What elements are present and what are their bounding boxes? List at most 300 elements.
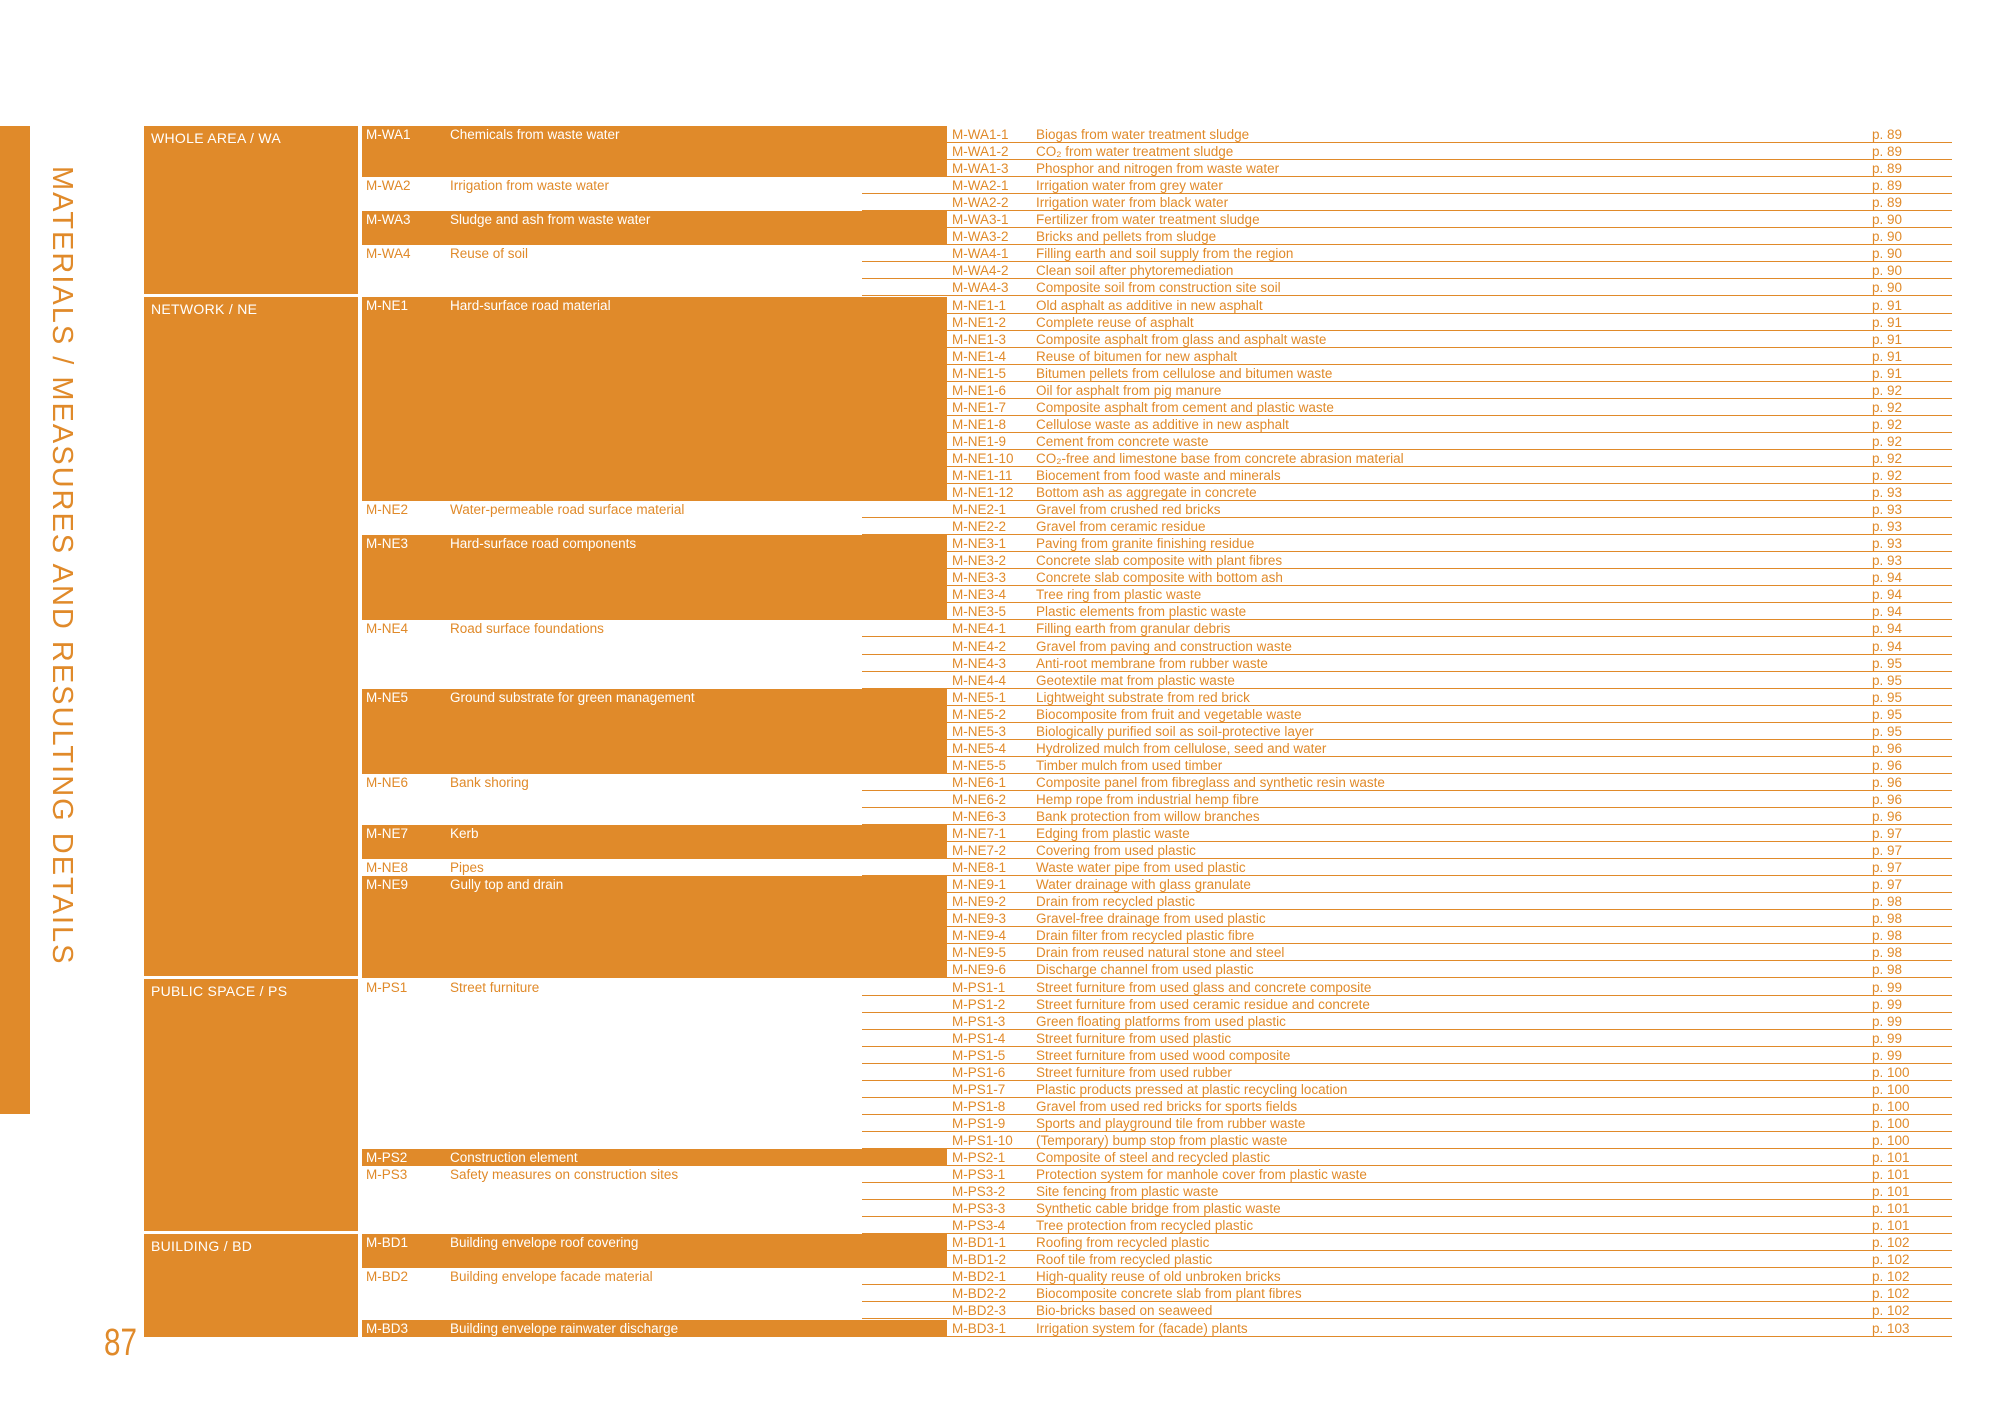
detail-page-ref: p. 100 — [1872, 1081, 1910, 1097]
detail-row — [862, 825, 1952, 842]
measure-group — [362, 177, 947, 211]
detail-title: Cement from concrete waste — [1036, 433, 1209, 449]
detail-title: Street furniture from used plastic — [1036, 1030, 1232, 1046]
detail-code: M-PS1-9 — [952, 1115, 1006, 1131]
detail-code: M-WA1-2 — [952, 144, 1009, 160]
detail-row — [862, 279, 1952, 296]
detail-page-ref: p. 94 — [1872, 638, 1903, 654]
detail-row — [862, 1132, 1952, 1149]
detail-page-ref: p. 98 — [1872, 911, 1903, 927]
detail-row — [862, 416, 1952, 433]
detail-title: Waste water pipe from used plastic — [1036, 860, 1246, 876]
measure-group — [362, 126, 947, 177]
detail-title: High-quality reuse of old unbroken bricks — [1036, 1269, 1281, 1285]
detail-code: M-NE3-2 — [952, 553, 1007, 569]
detail-row — [862, 297, 1952, 314]
detail-title: Composite asphalt from glass and asphalt waste — [1036, 331, 1327, 347]
side-accent-bar — [0, 126, 30, 1114]
detail-code: M-WA1-1 — [952, 127, 1009, 142]
detail-code: M-NE2-1 — [952, 502, 1007, 518]
detail-code: M-NE4-1 — [952, 621, 1007, 637]
detail-title: Gravel from used red bricks for sports fields — [1036, 1098, 1298, 1114]
detail-code: M-NE3-4 — [952, 587, 1007, 603]
detail-code: M-PS3-1 — [952, 1167, 1006, 1183]
detail-row — [862, 961, 1952, 978]
detail-code: M-BD3-1 — [952, 1320, 1007, 1336]
group-code: M-NE2 — [366, 502, 409, 518]
detail-row — [862, 1302, 1952, 1319]
detail-page-ref: p. 94 — [1872, 621, 1903, 637]
detail-page-ref: p. 92 — [1872, 399, 1903, 415]
detail-code: M-NE1-3 — [952, 331, 1007, 347]
detail-title: Synthetic cable bridge from plastic waste — [1036, 1201, 1281, 1217]
group-title: Building envelope facade material — [450, 1269, 653, 1285]
group-title: Pipes — [450, 860, 484, 876]
detail-title: Bottom ash as aggregate in concrete — [1036, 485, 1257, 501]
detail-row — [862, 228, 1952, 245]
group-code: M-WA1 — [366, 127, 411, 142]
detail-code: M-BD2-1 — [952, 1269, 1007, 1285]
detail-page-ref: p. 98 — [1872, 945, 1903, 961]
detail-title: Street furniture from used glass and concrete composite — [1036, 979, 1372, 995]
detail-row — [862, 382, 1952, 399]
detail-code: M-NE1-4 — [952, 348, 1007, 364]
detail-page-ref: p. 89 — [1872, 144, 1903, 160]
measure-group — [362, 825, 947, 859]
detail-row — [862, 979, 1952, 996]
detail-row — [862, 1251, 1952, 1268]
detail-title: Tree ring from plastic waste — [1036, 587, 1202, 603]
detail-page-ref: p. 100 — [1872, 1098, 1910, 1114]
detail-code: M-PS3-2 — [952, 1184, 1006, 1200]
detail-row — [862, 1081, 1952, 1098]
detail-title: Gravel from ceramic residue — [1036, 519, 1206, 535]
area-label: BUILDING / BD — [151, 1238, 253, 1255]
detail-title: Phosphor and nitrogen from waste water — [1036, 161, 1280, 177]
detail-row — [862, 1064, 1952, 1081]
detail-row — [862, 552, 1952, 569]
group-title: Building envelope roof covering — [450, 1235, 639, 1251]
detail-row — [862, 638, 1952, 655]
detail-code: M-WA2-2 — [952, 195, 1009, 211]
group-title: Safety measures on construction sites — [450, 1167, 679, 1183]
detail-row — [862, 893, 1952, 910]
detail-title: Filling earth from granular debris — [1036, 621, 1231, 637]
group-title: Irrigation from waste water — [450, 178, 610, 194]
measure-group — [362, 297, 947, 502]
detail-page-ref: p. 90 — [1872, 280, 1903, 296]
detail-title: Irrigation water from black water — [1036, 195, 1229, 211]
measure-group — [362, 979, 947, 1150]
detail-title: Clean soil after phytoremediation — [1036, 263, 1234, 279]
detail-page-ref: p. 96 — [1872, 757, 1903, 773]
detail-code: M-NE1-12 — [952, 485, 1014, 501]
detail-code: M-NE1-10 — [952, 450, 1014, 466]
detail-page-ref: p. 98 — [1872, 928, 1903, 944]
detail-title: Biocement from food waste and minerals — [1036, 468, 1281, 483]
detail-page-ref: p. 92 — [1872, 382, 1903, 398]
detail-page-ref: p. 101 — [1872, 1167, 1910, 1183]
detail-code: M-PS1-5 — [952, 1047, 1006, 1063]
detail-page-ref: p. 91 — [1872, 365, 1903, 381]
detail-page-ref: p. 93 — [1872, 536, 1903, 552]
row-divider — [862, 1336, 1952, 1337]
detail-page-ref: p. 100 — [1872, 1115, 1910, 1131]
detail-page-ref: p. 89 — [1872, 195, 1903, 211]
detail-title: Discharge channel from used plastic — [1036, 962, 1254, 978]
detail-page-ref: p. 97 — [1872, 843, 1903, 859]
detail-row — [862, 1217, 1952, 1234]
detail-row — [862, 569, 1952, 586]
detail-row — [862, 433, 1952, 450]
detail-page-ref: p. 90 — [1872, 229, 1903, 245]
measure-group — [362, 689, 947, 774]
detail-page-ref: p. 90 — [1872, 246, 1903, 262]
group-code: M-BD1 — [366, 1235, 409, 1251]
detail-row — [862, 1013, 1952, 1030]
detail-code: M-WA1-3 — [952, 161, 1009, 177]
detail-page-ref: p. 99 — [1872, 1030, 1903, 1046]
group-code: M-WA2 — [366, 178, 411, 194]
detail-page-ref: p. 94 — [1872, 604, 1903, 620]
detail-row — [862, 996, 1952, 1013]
group-title: Chemicals from waste water — [450, 127, 620, 142]
detail-row — [862, 365, 1952, 382]
detail-row — [862, 518, 1952, 535]
group-code: M-BD3 — [366, 1320, 409, 1336]
detail-code: M-NE1-9 — [952, 433, 1007, 449]
group-code: M-NE8 — [366, 860, 409, 876]
detail-page-ref: p. 92 — [1872, 433, 1903, 449]
detail-row — [862, 399, 1952, 416]
detail-page-ref: p. 94 — [1872, 587, 1903, 603]
detail-code: M-WA4-1 — [952, 246, 1009, 262]
group-code: M-NE4 — [366, 621, 409, 637]
group-code: M-NE5 — [366, 689, 409, 705]
detail-page-ref: p. 89 — [1872, 178, 1903, 194]
detail-page-ref: p. 101 — [1872, 1184, 1910, 1200]
group-code: M-WA3 — [366, 212, 411, 228]
area-block — [144, 979, 358, 1232]
detail-code: M-NE5-1 — [952, 689, 1007, 705]
detail-title: Bio-bricks based on seaweed — [1036, 1303, 1213, 1319]
detail-title: Hydrolized mulch from cellulose, seed and water — [1036, 740, 1327, 756]
detail-code: M-NE7-1 — [952, 826, 1007, 842]
detail-code: M-NE5-5 — [952, 757, 1007, 773]
detail-page-ref: p. 92 — [1872, 450, 1903, 466]
detail-page-ref: p. 96 — [1872, 774, 1903, 790]
detail-code: M-BD1-2 — [952, 1252, 1007, 1268]
detail-row — [862, 501, 1952, 518]
detail-row — [862, 774, 1952, 791]
detail-page-ref: p. 93 — [1872, 485, 1903, 501]
detail-page-ref: p. 99 — [1872, 996, 1903, 1012]
detail-page-ref: p. 96 — [1872, 791, 1903, 807]
detail-page-ref: p. 99 — [1872, 1047, 1903, 1063]
detail-title: Composite asphalt from cement and plastic waste — [1036, 399, 1334, 415]
detail-code: M-NE8-1 — [952, 860, 1007, 876]
detail-code: M-PS1-7 — [952, 1081, 1006, 1097]
detail-row — [862, 620, 1952, 637]
group-title: Kerb — [450, 826, 479, 842]
detail-row — [862, 1200, 1952, 1217]
detail-row — [862, 1285, 1952, 1302]
detail-row — [862, 689, 1952, 706]
detail-row — [862, 331, 1952, 348]
detail-title: Roof tile from recycled plastic — [1036, 1252, 1213, 1268]
detail-title: Fertilizer from water treatment sludge — [1036, 212, 1260, 228]
measure-group — [362, 1166, 947, 1234]
detail-page-ref: p. 94 — [1872, 570, 1903, 586]
area-label: NETWORK / NE — [151, 300, 258, 317]
detail-code: M-NE1-6 — [952, 382, 1007, 398]
group-title: Street furniture — [450, 979, 540, 995]
detail-code: M-PS1-4 — [952, 1030, 1006, 1046]
group-code: M-NE9 — [366, 877, 409, 893]
detail-row — [862, 1115, 1952, 1132]
detail-row — [862, 467, 1952, 484]
detail-title: Biocomposite concrete slab from plant fibres — [1036, 1286, 1302, 1302]
detail-row — [862, 706, 1952, 723]
detail-title: Paving from granite finishing residue — [1036, 536, 1255, 552]
detail-title: Geotextile mat from plastic waste — [1036, 672, 1235, 688]
detail-page-ref: p. 101 — [1872, 1201, 1910, 1217]
detail-row — [862, 1166, 1952, 1183]
detail-row — [862, 177, 1952, 194]
detail-code: M-PS1-3 — [952, 1013, 1006, 1029]
detail-title: Bitumen pellets from cellulose and bitumen waste — [1036, 365, 1333, 381]
detail-page-ref: p. 93 — [1872, 553, 1903, 569]
detail-code: M-NE3-3 — [952, 570, 1007, 586]
area-label: PUBLIC SPACE / PS — [151, 982, 288, 999]
detail-page-ref: p. 93 — [1872, 502, 1903, 518]
detail-title: CO₂ from water treatment sludge — [1036, 144, 1234, 160]
detail-row — [862, 859, 1952, 876]
detail-code: M-PS3-3 — [952, 1201, 1006, 1217]
detail-row — [862, 245, 1952, 262]
detail-page-ref: p. 95 — [1872, 723, 1903, 739]
detail-code: M-NE9-4 — [952, 928, 1007, 944]
detail-title: Gravel from crushed red bricks — [1036, 502, 1221, 518]
group-title: Ground substrate for green management — [450, 689, 695, 705]
detail-row — [862, 723, 1952, 740]
detail-title: Oil for asphalt from pig manure — [1036, 382, 1222, 398]
detail-row — [862, 808, 1952, 825]
detail-title: Green floating platforms from used plastic — [1036, 1013, 1286, 1029]
group-title: Hard-surface road material — [450, 297, 611, 313]
group-code: M-NE6 — [366, 774, 409, 790]
detail-page-ref: p. 99 — [1872, 1013, 1903, 1029]
detail-title: Anti-root membrane from rubber waste — [1036, 655, 1268, 671]
detail-code: M-WA3-1 — [952, 212, 1009, 228]
detail-title: (Temporary) bump stop from plastic waste — [1036, 1132, 1288, 1148]
detail-title: Old asphalt as additive in new asphalt — [1036, 297, 1263, 313]
detail-row — [862, 1030, 1952, 1047]
detail-row — [862, 1234, 1952, 1251]
detail-title: Drain from recycled plastic — [1036, 894, 1196, 910]
detail-title: Composite of steel and recycled plastic — [1036, 1150, 1271, 1165]
measure-group — [362, 501, 947, 535]
detail-title: Bricks and pellets from sludge — [1036, 229, 1217, 245]
detail-title: Drain filter from recycled plastic fibre — [1036, 928, 1255, 944]
detail-code: M-NE9-3 — [952, 911, 1007, 927]
detail-code: M-WA4-2 — [952, 263, 1009, 279]
detail-code: M-NE5-4 — [952, 740, 1007, 756]
detail-code: M-NE4-2 — [952, 638, 1007, 654]
detail-title: Biocomposite from fruit and vegetable waste — [1036, 706, 1302, 722]
detail-title: Water drainage with glass granulate — [1036, 877, 1251, 893]
detail-title: Gravel from paving and construction waste — [1036, 638, 1292, 654]
detail-page-ref: p. 102 — [1872, 1235, 1910, 1251]
detail-code: M-NE3-5 — [952, 604, 1007, 620]
detail-page-ref: p. 95 — [1872, 689, 1903, 705]
detail-code: M-BD2-3 — [952, 1303, 1007, 1319]
detail-code: M-BD2-2 — [952, 1286, 1007, 1302]
area-block — [144, 126, 358, 294]
detail-title: Biogas from water treatment sludge — [1036, 127, 1250, 142]
detail-page-ref: p. 100 — [1872, 1132, 1910, 1148]
detail-title: Tree protection from recycled plastic — [1036, 1218, 1254, 1234]
detail-page-ref: p. 103 — [1872, 1320, 1910, 1336]
detail-title: Concrete slab composite with bottom ash — [1036, 570, 1283, 586]
detail-page-ref: p. 93 — [1872, 519, 1903, 535]
detail-code: M-NE5-2 — [952, 706, 1007, 722]
detail-page-ref: p. 92 — [1872, 416, 1903, 432]
detail-code: M-WA2-1 — [952, 178, 1009, 194]
group-title: Reuse of soil — [450, 246, 529, 262]
detail-title: Site fencing from plastic waste — [1036, 1184, 1219, 1200]
detail-row — [862, 160, 1952, 177]
measure-group — [362, 211, 947, 245]
group-title: Road surface foundations — [450, 621, 604, 637]
detail-row — [862, 603, 1952, 620]
detail-title: Composite soil from construction site soil — [1036, 280, 1281, 296]
group-code: M-NE1 — [366, 297, 409, 313]
detail-page-ref: p. 92 — [1872, 468, 1903, 483]
detail-page-ref: p. 91 — [1872, 314, 1903, 330]
detail-page-ref: p. 102 — [1872, 1269, 1910, 1285]
detail-title: Sports and playground tile from rubber waste — [1036, 1115, 1306, 1131]
detail-page-ref: p. 100 — [1872, 1064, 1910, 1080]
detail-row — [862, 484, 1952, 501]
detail-row — [862, 211, 1952, 228]
detail-title: Drain from reused natural stone and steel — [1036, 945, 1285, 961]
detail-code: M-NE9-5 — [952, 945, 1007, 961]
group-title: Water-permeable road surface material — [450, 502, 685, 518]
detail-code: M-PS1-6 — [952, 1064, 1006, 1080]
detail-row — [862, 791, 1952, 808]
group-code: M-WA4 — [366, 246, 411, 262]
detail-row — [862, 842, 1952, 859]
detail-code: M-NE6-3 — [952, 809, 1007, 824]
measure-group — [362, 245, 947, 296]
detail-title: Reuse of bitumen for new asphalt — [1036, 348, 1238, 364]
detail-page-ref: p. 101 — [1872, 1150, 1910, 1165]
detail-page-ref: p. 98 — [1872, 962, 1903, 978]
group-code: M-NE7 — [366, 826, 409, 842]
area-block — [144, 1234, 358, 1336]
detail-title: Street furniture from used wood composite — [1036, 1047, 1291, 1063]
detail-code: M-NE9-6 — [952, 962, 1007, 978]
detail-title: Protection system for manhole cover from plastic waste — [1036, 1167, 1367, 1183]
detail-code: M-PS3-4 — [952, 1218, 1006, 1234]
detail-row — [862, 143, 1952, 160]
detail-row — [862, 927, 1952, 944]
group-code: M-PS3 — [366, 1167, 408, 1183]
detail-page-ref: p. 98 — [1872, 894, 1903, 910]
detail-row — [862, 348, 1952, 365]
detail-code: M-NE1-2 — [952, 314, 1007, 330]
detail-code: M-PS1-1 — [952, 979, 1006, 995]
detail-row — [862, 314, 1952, 331]
detail-row — [862, 1268, 1952, 1285]
group-code: M-BD2 — [366, 1269, 409, 1285]
detail-code: M-BD1-1 — [952, 1235, 1007, 1251]
detail-title: Hemp rope from industrial hemp fibre — [1036, 791, 1259, 807]
detail-code: M-PS1-2 — [952, 996, 1006, 1012]
detail-page-ref: p. 97 — [1872, 877, 1903, 893]
detail-code: M-NE7-2 — [952, 843, 1007, 859]
detail-row — [862, 262, 1952, 279]
detail-page-ref: p. 95 — [1872, 672, 1903, 688]
measure-group — [362, 876, 947, 978]
detail-title: Complete reuse of asphalt — [1036, 314, 1194, 330]
group-title: Gully top and drain — [450, 877, 564, 893]
measure-group — [362, 535, 947, 620]
measure-group — [362, 620, 947, 688]
measure-group — [362, 1268, 947, 1319]
detail-row — [862, 535, 1952, 552]
detail-page-ref: p. 91 — [1872, 348, 1903, 364]
group-code: M-PS2 — [366, 1150, 408, 1165]
detail-code: M-NE4-3 — [952, 655, 1007, 671]
page-number: 87 — [104, 1322, 137, 1364]
detail-code: M-NE9-1 — [952, 877, 1007, 893]
detail-row — [862, 1183, 1952, 1200]
detail-page-ref: p. 96 — [1872, 809, 1903, 824]
detail-page-ref: p. 96 — [1872, 740, 1903, 756]
detail-row — [862, 876, 1952, 893]
measure-group — [362, 1149, 947, 1166]
detail-row — [862, 740, 1952, 757]
detail-code: M-NE5-3 — [952, 723, 1007, 739]
detail-code: M-NE3-1 — [952, 536, 1007, 552]
detail-page-ref: p. 102 — [1872, 1252, 1910, 1268]
detail-title: Lightweight substrate from red brick — [1036, 689, 1250, 705]
detail-code: M-NE6-1 — [952, 774, 1007, 790]
detail-row — [862, 757, 1952, 774]
group-code: M-NE3 — [366, 536, 409, 552]
detail-page-ref: p. 90 — [1872, 263, 1903, 279]
detail-row — [862, 910, 1952, 927]
detail-code: M-NE9-2 — [952, 894, 1007, 910]
detail-page-ref: p. 89 — [1872, 127, 1903, 142]
detail-code: M-NE2-2 — [952, 519, 1007, 535]
measure-group — [362, 1320, 947, 1337]
detail-row — [862, 194, 1952, 211]
detail-row — [862, 655, 1952, 672]
area-block — [144, 297, 358, 976]
detail-title: Edging from plastic waste — [1036, 826, 1190, 842]
detail-page-ref: p. 89 — [1872, 161, 1903, 177]
detail-page-ref: p. 102 — [1872, 1303, 1910, 1319]
detail-title: Biologically purified soil as soil-protective layer — [1036, 723, 1314, 739]
detail-page-ref: p. 95 — [1872, 706, 1903, 722]
detail-page-ref: p. 97 — [1872, 860, 1903, 876]
measure-group — [362, 1234, 947, 1268]
detail-code: M-NE1-1 — [952, 297, 1007, 313]
detail-title: Street furniture from used rubber — [1036, 1064, 1232, 1080]
